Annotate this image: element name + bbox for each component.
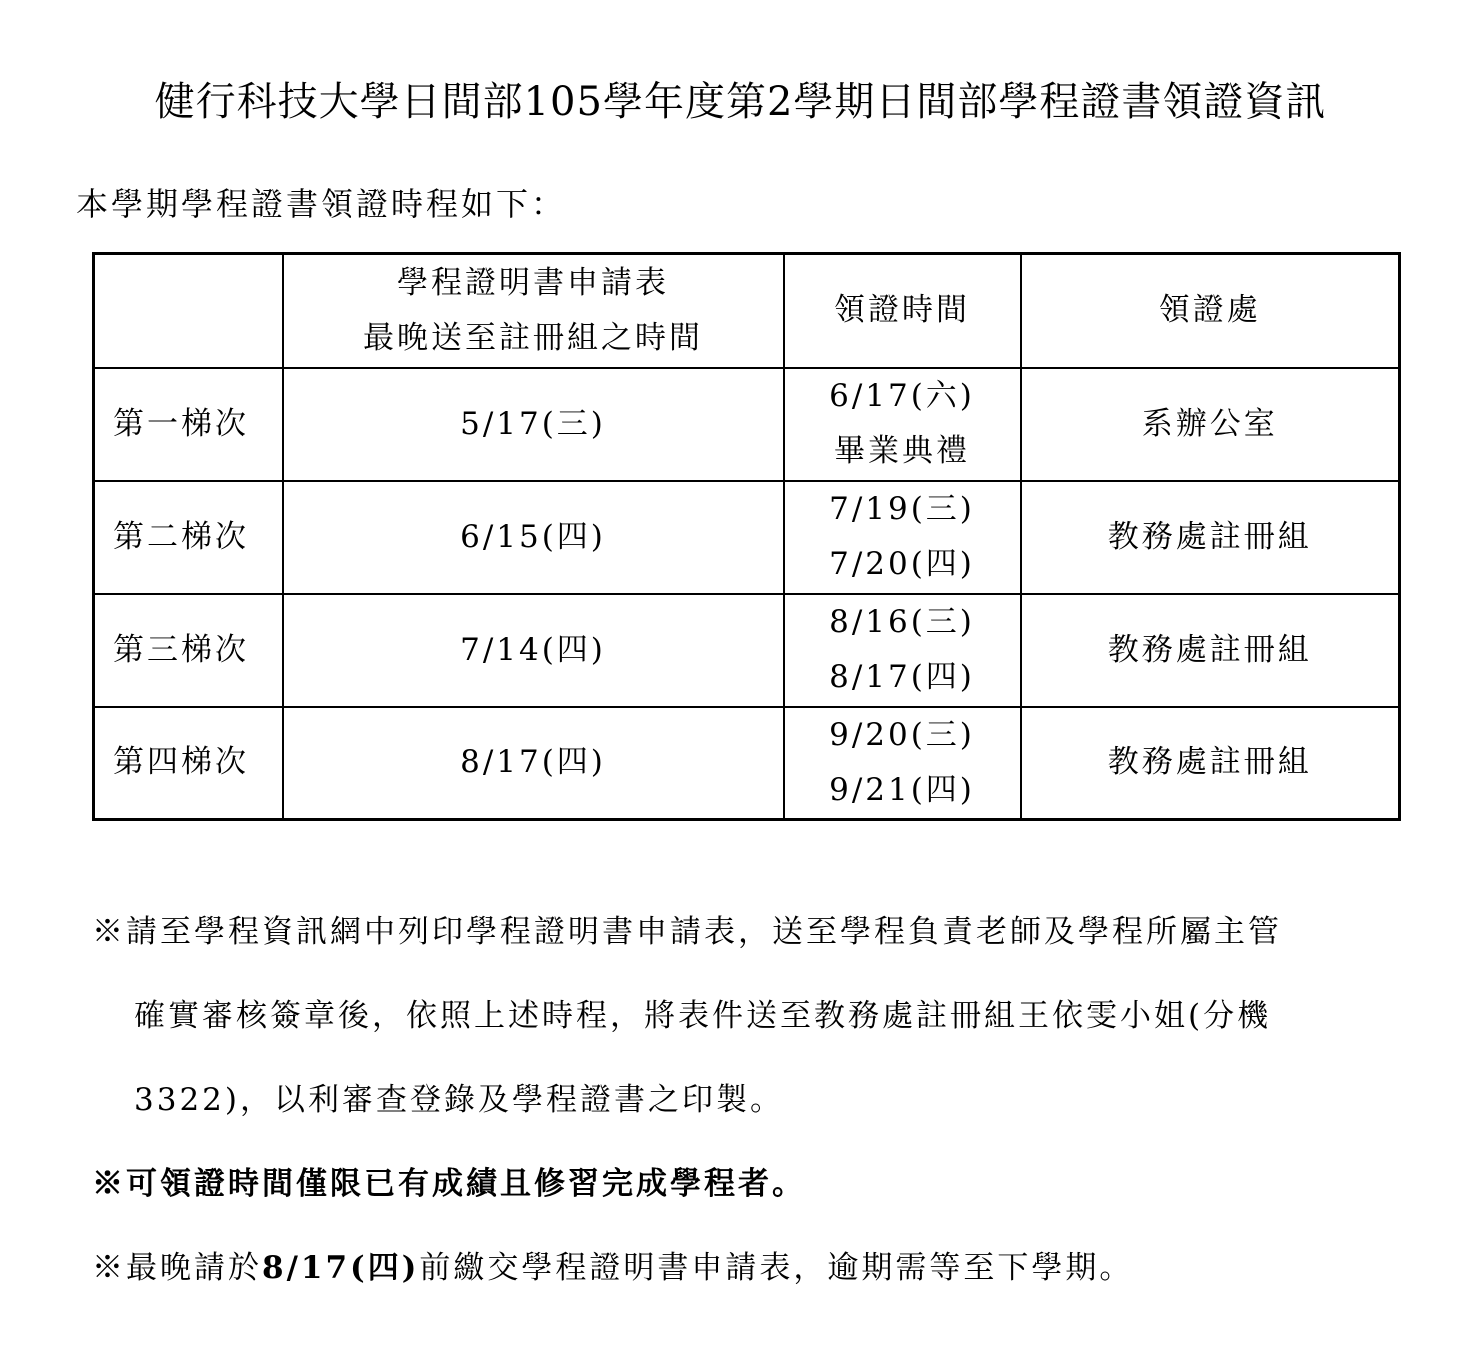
schedule-table [92, 252, 1401, 821]
pickup-time-cell [784, 594, 1021, 707]
pickup-time-line1: 7/19(三) [829, 491, 975, 527]
table-row [94, 594, 1400, 707]
table-row [94, 481, 1400, 594]
batch-cell: 第四梯次 [94, 707, 283, 820]
header-deadline-line2: 最晚送至註冊組之時間 [363, 319, 703, 356]
pickup-time-line1: 9/20(三) [829, 716, 975, 753]
batch-cell: 第二梯次 [94, 481, 283, 594]
header-deadline [283, 254, 784, 368]
table-row [94, 707, 1400, 820]
header-pickup-time: 領證時間 [784, 254, 1021, 368]
deadline-cell: 5/17(三) [283, 368, 784, 481]
deadline-cell: 7/14(四) [283, 594, 784, 707]
pickup-time-line1: 8/16(三) [829, 604, 975, 640]
note-eligibility: ※可領證時間僅限已有成績且修習完成學程者。 [92, 1166, 806, 1202]
pickup-place-cell: 教務處註冊組 [1021, 481, 1400, 594]
pickup-time-cell [784, 481, 1021, 594]
note-print-form-line1: ※請至學程資訊網中列印學程證明書申請表，送至學程負責老師及學程所屬主管 [92, 914, 1282, 950]
pickup-place-cell: 系辦公室 [1021, 368, 1400, 481]
pickup-time-line1: 6/17(六) [829, 378, 975, 414]
pickup-time-line2: 8/17(四) [829, 659, 975, 695]
note-deadline [92, 1226, 1462, 1310]
note-deadline-date: 8/17(四) [262, 1250, 420, 1286]
note-deadline-suffix: 前繳交學程證明書申請表，逾期需等至下學期。 [419, 1250, 1134, 1286]
deadline-cell: 6/15(四) [283, 481, 784, 594]
note-print-form-line2: 確實審核簽章後，依照上述時程，將表件送至教務處註冊組王依雯小姐(分機 [134, 998, 1272, 1034]
note-print-form-line3: 3322)，以利審查登錄及學程證書之印製。 [134, 1082, 784, 1118]
table-header-row [94, 254, 1400, 368]
pickup-time-line2: 畢業典禮 [834, 433, 970, 469]
pickup-time-cell [784, 707, 1021, 820]
header-deadline-line1: 學程證明書申請表 [397, 264, 669, 301]
pickup-time-line2: 7/20(四) [829, 546, 975, 582]
intro-text: 本學期學程證書領證時程如下： [76, 185, 567, 223]
pickup-place-cell: 教務處註冊組 [1021, 594, 1400, 707]
deadline-cell: 8/17(四) [283, 707, 784, 820]
note-deadline-prefix: ※最晚請於 [92, 1250, 262, 1286]
note-print-form [92, 890, 1462, 1142]
batch-cell: 第一梯次 [94, 368, 283, 481]
pickup-time-cell [784, 368, 1021, 481]
pickup-place-cell: 教務處註冊組 [1021, 707, 1400, 820]
header-batch [94, 254, 283, 368]
header-pickup-place: 領證處 [1021, 254, 1400, 368]
table-row [94, 368, 1400, 481]
page-title: 健行科技大學日間部105學年度第2學期日間部學程證書領證資訊 [154, 79, 1327, 125]
notes-section [92, 890, 1462, 1310]
batch-cell: 第三梯次 [94, 594, 283, 707]
pickup-time-line2: 9/21(四) [829, 771, 975, 808]
